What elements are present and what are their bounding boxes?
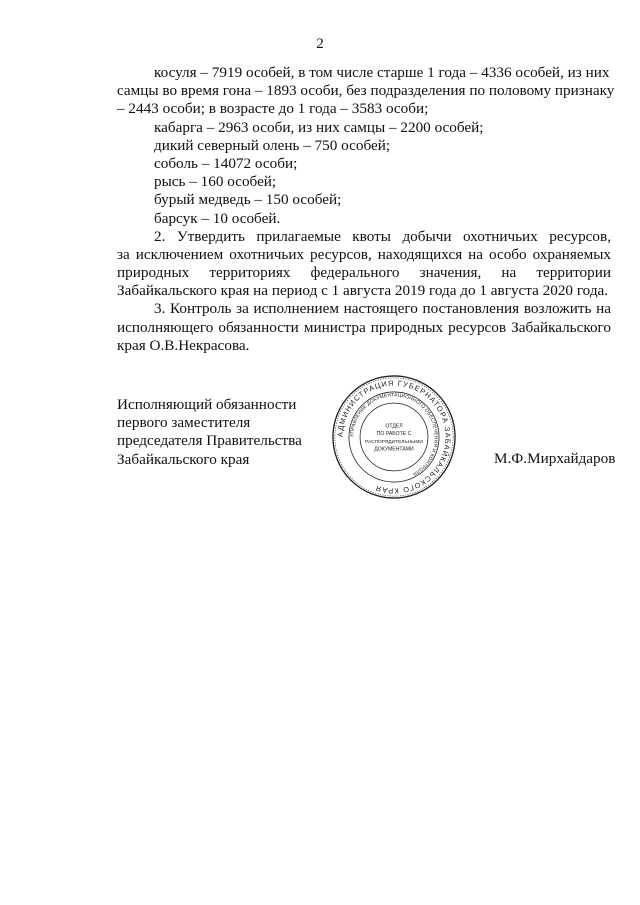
page-number: 2 <box>316 36 324 52</box>
stamp-center-line-4: ДОКУМЕНТАМИ <box>374 446 414 453</box>
signatory-title <box>117 396 302 469</box>
paragraph-3-line-2: исполняющего обязанности министра природных ресурсов Забайкальского <box>117 318 611 336</box>
olen-line: дикий северный олень – 750 особей; <box>154 136 391 154</box>
paragraph-2-line-2: за исключением охотничьих ресурсов, находящихся на особо охраняемых <box>117 245 611 263</box>
signatory-line-4: Забайкальского края <box>117 450 250 468</box>
medved-line: бурый медведь – 150 особей; <box>154 191 342 209</box>
document-body <box>117 64 615 355</box>
signatory-line-1: Исполняющий обязанности <box>117 396 297 413</box>
signatory-line-2: первого заместителя <box>117 414 251 432</box>
stamp-outer-text: АДМИНИСТРАЦИЯ ГУБЕРНАТОРА ЗАБАЙКАЛЬСКОГО КРАЯ <box>335 378 453 496</box>
stamp-center-line-2: ПО РАБОТЕ С <box>376 431 412 438</box>
paragraph-3-line-3: края О.В.Некрасова. <box>117 336 250 354</box>
kosulya-line-3: – 2443 особи; в возрасте до 1 года – 3583 особи; <box>117 100 429 118</box>
kabarga-line: кабарга – 2963 особи, из них самцы – 2200 особей; <box>154 118 484 136</box>
paragraph-3-line-1: 3. Контроль за исполнением настоящего постановления возложить на <box>154 300 611 318</box>
paragraph-2-line-3: природных территориях федерального значения, на территории <box>117 264 611 282</box>
sobol-line: соболь – 14072 особи; <box>154 154 298 172</box>
kosulya-line-2: самцы во время гона – 1893 особи, без подразделения по половому признаку <box>117 82 615 100</box>
stamp-inner-text: УПРАВЛЕНИЕ ДОКУМЕНТАЦИОННОГО ОБЕСПЕЧЕНИЯ И КОНТРОЛЯ <box>350 393 438 476</box>
barsuk-line: барсук – 10 особей. <box>154 209 281 227</box>
signatory-line-3: председателя Правительства <box>117 432 302 450</box>
stamp-center-line-1: ОТДЕЛ <box>385 423 403 430</box>
stamp-center-text <box>365 423 423 452</box>
paragraph-2-line-1: 2. Утвердить прилагаемые квоты добычи охотничьих ресурсов, <box>154 227 611 245</box>
stamp-center-line-3: РАСПОРЯДИТЕЛЬНЫМИ <box>365 439 423 445</box>
rys-line: рысь – 160 особей; <box>154 173 277 191</box>
kosulya-line-1: косуля – 7919 особей, в том числе старше 1 года – 4336 особей, из них <box>154 64 610 81</box>
paragraph-2-line-4: Забайкальского края на период с 1 августа 2019 года до 1 августа 2020 года. <box>117 282 609 300</box>
official-stamp <box>331 374 457 500</box>
signatory-name: М.Ф.Мирхайдаров <box>494 450 616 467</box>
